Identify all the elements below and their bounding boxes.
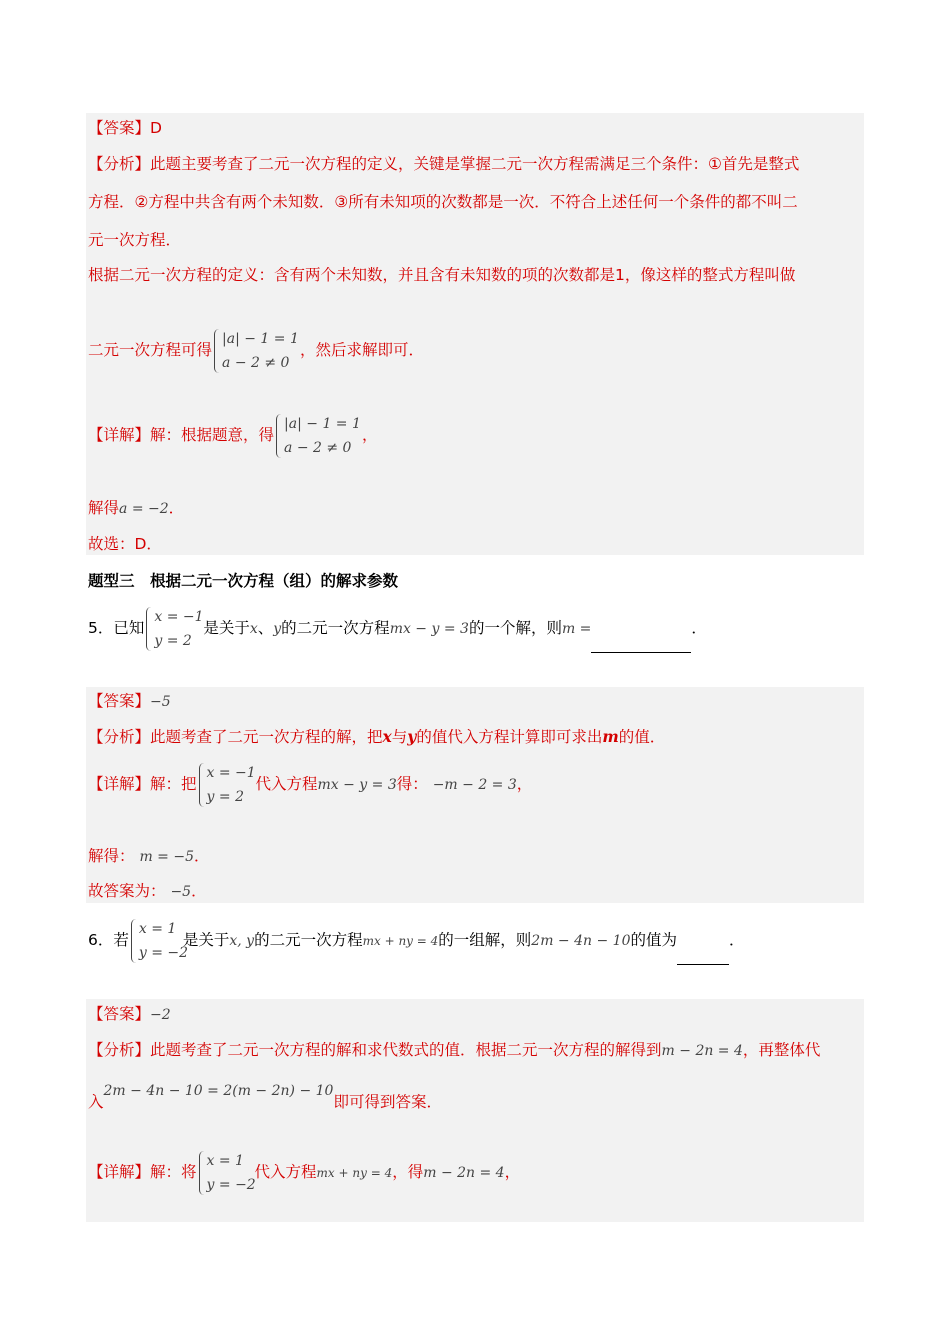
analysis-line-1: 【分析】此题考查了二元一次方程的解和求代数式的值．根据二元一次方程的解得到m − 2n = 4，再整体代 — [88, 1041, 821, 1059]
solve-line: 解得： m = −5． — [88, 847, 210, 865]
solve-line: 解得a = −2． — [88, 499, 185, 517]
answer-line: 【答案】−5 — [88, 692, 171, 710]
answer-blank — [677, 916, 729, 965]
answer-line: 【答案】−2 — [88, 1005, 171, 1023]
equation-system: x = −1 y = 2 — [144, 605, 198, 653]
final-answer-line: 故答案为： −5． — [88, 882, 207, 900]
section-title: 题型三 根据二元一次方程（组）的解求参数 — [88, 572, 399, 590]
detail-line: 【详解】解：根据题意，得 |a| − 1 = 1 a − 2 ≠ 0 ， — [88, 411, 864, 460]
analysis-line-5: 二元一次方程可得 |a| − 1 = 1 a − 2 ≠ 0 ，然后求解即可． — [88, 326, 864, 375]
detail-line: 【详解】解：把 x = −1 y = 2 代入方程mx − y = 3得： −m − 2 = 3， — [88, 760, 864, 809]
analysis-line-4: 根据二元一次方程的定义：含有两个未知数，并且含有未知数的项的次数都是1，像这样的整式方程叫做 — [88, 266, 796, 284]
detail-line: 【详解】解：将 x = 1 y = −2 代入方程mx + ny = 4，得m − 2n = 4， — [88, 1148, 864, 1197]
equation-system: |a| − 1 = 1 a − 2 ≠ 0 — [274, 412, 362, 460]
answer-blank — [591, 604, 691, 653]
equation-system: x = 1 y = −2 — [197, 1149, 255, 1197]
analysis-line: 【分析】此题考查了二元一次方程的解，把x与y的值代入方程计算即可求出m的值． — [88, 727, 666, 746]
equation-system: x = 1 y = −2 — [129, 917, 183, 965]
choice-line: 故选：D． — [88, 535, 162, 553]
question-5: 5．已知 x = −1 y = 2 是关于x、y的二元一次方程mx − y = 3的一个解，则m = ． — [88, 604, 864, 653]
analysis-line-2: 入2m − 4n − 10 = 2(m − 2n) − 10即可得到答案． — [88, 1083, 442, 1111]
equation-system: |a| − 1 = 1 a − 2 ≠ 0 — [212, 327, 300, 375]
equation-system: x = −1 y = 2 — [197, 761, 251, 809]
analysis-line-2: 方程．②方程中共含有两个未知数．③所有未知项的次数都是一次．不符合上述任何一个条件的都不叫二 — [88, 193, 798, 211]
answer-line: 【答案】D — [88, 119, 162, 137]
question-6: 6．若 x = 1 y = −2 是关于x, y的二元一次方程mx + ny = 4的一组解，则2m − 4n − 10的值为 ． — [88, 916, 864, 965]
analysis-line-3: 元一次方程． — [88, 231, 182, 249]
analysis-line-1: 【分析】此题主要考查了二元一次方程的定义，关键是掌握二元一次方程需满足三个条件：①首先是整式 — [88, 155, 800, 173]
